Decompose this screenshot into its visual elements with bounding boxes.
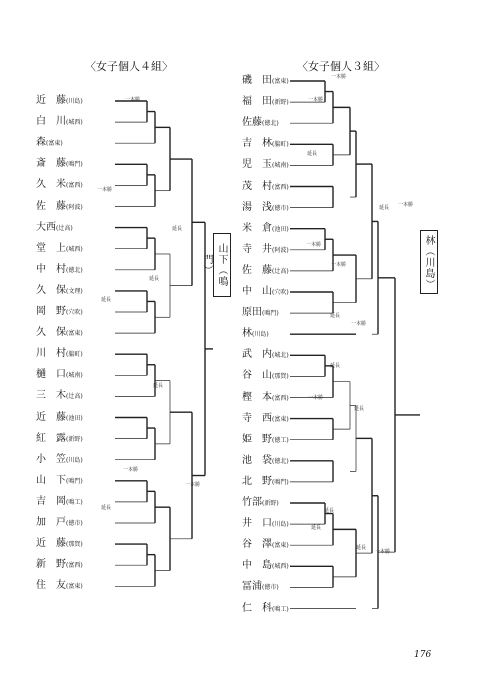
player-school: (城西) [66, 119, 83, 127]
player-school: (城西) [272, 563, 289, 571]
player-school: (鳴門) [66, 161, 83, 169]
player-name: 仁 科 [242, 602, 272, 614]
ippon-mark: 一本勝 [97, 187, 113, 193]
player-school: (池田) [66, 414, 83, 422]
ippon-mark: 一本勝 [398, 202, 414, 208]
ippon-mark: 一本勝 [308, 395, 324, 401]
player-school: (城北) [272, 352, 289, 360]
player-name: 中 島 [242, 560, 272, 572]
player-school: (脇町) [66, 351, 83, 359]
player-name: 近 藤 [36, 538, 66, 550]
player-name: 湯 浅 [242, 201, 272, 213]
player-school: (徳工) [272, 436, 289, 444]
encho-mark: 延長 [324, 508, 335, 514]
player-name: 谷 澤 [242, 539, 272, 551]
player-school: (富西) [66, 562, 83, 570]
player-name: 武 内 [242, 349, 272, 361]
player-school: (川島) [252, 331, 269, 339]
player-name: 児 玉 [242, 159, 272, 171]
player-school: (富西) [272, 394, 289, 402]
player-name: 吉 岡 [36, 495, 66, 507]
ippon-mark: 一本勝 [306, 242, 322, 248]
player-name: 佐 藤 [242, 264, 272, 276]
player-school: (鳴門) [66, 477, 83, 485]
player-school: (城南) [66, 372, 83, 380]
player-name: 新 野 [36, 559, 66, 571]
player-name: 白 川 [36, 116, 66, 128]
encho-mark: 延長 [101, 505, 112, 511]
player-school: (富東) [272, 415, 289, 423]
player-school: (阿波) [272, 246, 289, 254]
player-name: 小 笠 [36, 453, 66, 465]
player-school: (富東) [272, 78, 289, 85]
player-name: 磯 田 [242, 75, 272, 86]
ippon-mark: 一本勝 [308, 97, 324, 103]
player-school: (穴吹) [272, 289, 289, 296]
player-school: (城西) [66, 245, 83, 253]
player-school: (那賀) [66, 541, 83, 549]
player-school: (富東) [66, 330, 83, 338]
player-school: (池田) [272, 225, 289, 233]
encho-mark: 延長 [307, 151, 318, 157]
player-name: 原田 [242, 307, 262, 319]
player-school: (新野) [262, 500, 279, 507]
player-name: 茂 村 [242, 180, 272, 192]
player-school: (富西) [272, 183, 289, 191]
ippon-mark: 一本勝 [331, 74, 347, 80]
encho-mark: 延長 [311, 525, 322, 531]
player-school: (川島) [272, 521, 289, 529]
player-name: 住 友 [36, 580, 66, 592]
player-name: 佐 藤 [36, 200, 66, 212]
player-name: 近 藤 [36, 411, 66, 423]
player-name: 久 米 [36, 179, 66, 191]
player-school: (城南) [272, 162, 289, 170]
player-name: 吉 林 [242, 138, 272, 150]
player-name: 竹部 [242, 497, 262, 508]
player-school: (脇町) [272, 141, 289, 149]
encho-mark: 延長 [330, 313, 341, 319]
right-winner-box: 林（川島） [420, 230, 438, 294]
player-school: (富東) [272, 542, 289, 550]
player-name: 斎 藤 [36, 158, 66, 170]
player-school: (鳴門) [272, 478, 289, 486]
ippon-mark: 一本勝 [375, 549, 391, 555]
player-name: 林 [242, 328, 252, 340]
player-name: 寺 井 [242, 243, 272, 255]
player-name: 久 保 [36, 284, 66, 296]
ippon-mark: 一本勝 [331, 262, 347, 268]
encho-mark: 延長 [153, 383, 164, 389]
player-name: 三 木 [36, 390, 66, 402]
player-name: 福 田 [242, 96, 272, 108]
player-school: (川島) [66, 456, 83, 464]
player-school: (徳北) [262, 120, 279, 128]
player-name: 池 袋 [242, 454, 272, 466]
player-school: (徳北) [66, 266, 83, 274]
player-name: 姫 野 [242, 433, 272, 445]
player-name: 谷 山 [242, 370, 272, 382]
player-school: (穴吹) [66, 309, 83, 316]
player-school: (鳴門) [262, 310, 279, 318]
ippon-mark: 一本勝 [351, 321, 367, 327]
player-school: (徳市) [262, 584, 279, 592]
player-school: (文理) [66, 287, 83, 295]
player-school: (鳴工) [66, 498, 83, 506]
player-school: (阿波) [66, 203, 83, 211]
player-name: 中 村 [36, 263, 66, 275]
player-name: 久 保 [36, 327, 66, 339]
left-bracket-title: 〈女子個人４組〉 [85, 60, 173, 73]
player-school: (徳市) [272, 204, 289, 212]
player-school: (辻高) [66, 393, 83, 401]
player-name: 北 野 [242, 475, 272, 487]
player-school: (富東) [46, 140, 63, 148]
player-school: (富東) [66, 583, 83, 591]
player-name: 樫 本 [242, 391, 272, 403]
ippon-mark: 一本勝 [123, 467, 139, 473]
ippon-mark: 一本勝 [125, 97, 141, 103]
player-school: (新野) [272, 99, 289, 107]
player-name: 米 倉 [242, 222, 272, 234]
player-school: (富西) [66, 182, 83, 190]
player-school: (徳市) [66, 520, 83, 527]
player-school: (徳北) [272, 457, 289, 465]
player-name: 森 [36, 137, 46, 149]
player-name: 加 戸 [36, 517, 66, 528]
encho-mark: 延長 [101, 297, 112, 303]
player-name: 井 口 [242, 518, 272, 530]
left-winner-box: 山下（鳴門） [213, 233, 231, 297]
player-school: (鳴工) [272, 605, 289, 613]
player-name: 堂 上 [36, 242, 66, 254]
player-name: 紅 露 [36, 432, 66, 444]
player-name: 冨浦 [242, 581, 262, 593]
player-name: 山 下 [36, 474, 66, 486]
encho-mark: 延長 [149, 276, 160, 282]
right-bracket-title: 〈女子個人３組〉 [297, 60, 385, 73]
player-school: (辻高) [272, 267, 289, 275]
encho-mark: 延長 [379, 205, 390, 211]
player-name: 寺 西 [242, 412, 272, 424]
player-name: 近 藤 [36, 95, 66, 106]
player-name: 川 村 [36, 348, 66, 360]
encho-mark: 延長 [330, 363, 341, 369]
player-school: (辻高) [56, 224, 73, 232]
player-name: 岡 野 [36, 306, 66, 317]
player-name: 佐藤 [242, 117, 262, 129]
encho-mark: 延長 [172, 226, 183, 232]
player-name: 中 山 [242, 286, 272, 297]
player-school: (那賀) [272, 373, 289, 381]
player-name: 樋 口 [36, 369, 66, 381]
page-number: 176 [414, 650, 432, 660]
encho-mark: 延長 [356, 545, 367, 551]
player-name: 大西 [36, 221, 56, 233]
player-school: (新野) [66, 435, 83, 443]
encho-mark: 延長 [354, 406, 365, 412]
player-school: (川島) [66, 98, 83, 105]
ippon-mark: 一本勝 [185, 482, 201, 488]
